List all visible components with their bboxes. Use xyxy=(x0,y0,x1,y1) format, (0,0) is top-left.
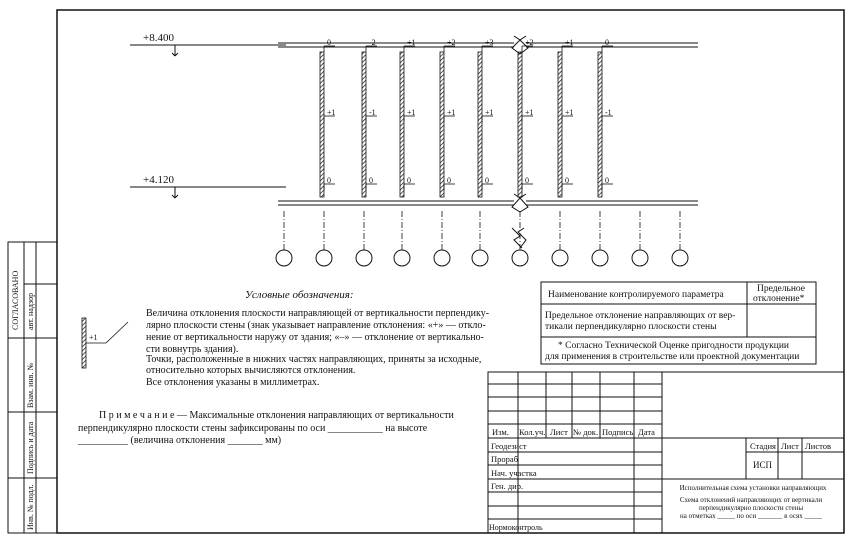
svg-text:Изм.: Изм. xyxy=(492,427,509,437)
svg-text:№ док.: № док. xyxy=(573,427,599,437)
elevation-top: +8.400 xyxy=(143,32,174,44)
rail-deviation-mid: +1 xyxy=(447,108,456,117)
rail xyxy=(320,38,336,197)
rail-deviation-top: 0 xyxy=(605,38,609,47)
rail-deviation-bottom: 0 xyxy=(327,176,331,185)
side-tech-inspect: авт. надзор xyxy=(26,292,35,330)
rail-deviation-bottom: 0 xyxy=(447,176,451,185)
svg-text:Подпись: Подпись xyxy=(602,427,634,437)
doc-title: Исполнительная схема установки направляющих xyxy=(679,484,827,492)
rail xyxy=(400,38,416,197)
rail xyxy=(440,38,456,197)
param-header-name: Наименование контролируемого параметра xyxy=(548,290,724,300)
svg-text:лярно плоскости стены (знак ук: лярно плоскости стены (знак указывает направление отклонения: «+» — откло- xyxy=(146,320,486,331)
rail xyxy=(518,38,534,197)
rail-deviation-bottom: 0 xyxy=(369,176,373,185)
svg-text:Ген. дир.: Ген. дир. xyxy=(491,481,524,491)
sheet-title-2: перпендикулярно плоскости стены xyxy=(698,504,804,512)
side-agreed: СОГЛАСОВАНО xyxy=(11,270,20,330)
svg-text:нение от вертикальности наружу: нение от вертикальности наружу от здания; «–» — отклонение от вертикально- xyxy=(146,332,484,343)
rail-deviation-bottom: 0 xyxy=(565,176,569,185)
rail xyxy=(362,38,377,197)
axis-marker xyxy=(512,211,528,266)
param-header-limit-1: Предельное xyxy=(757,284,805,294)
axis-marker xyxy=(434,211,450,266)
stage-label: Стадия xyxy=(750,441,776,451)
axis-marker xyxy=(316,211,332,266)
rail-deviation-mid: +1 xyxy=(327,108,336,117)
axis-markers xyxy=(276,211,688,266)
svg-text:Дата: Дата xyxy=(638,427,655,437)
rail-deviation-bottom: 0 xyxy=(605,176,609,185)
rail-deviation-mid: -1 xyxy=(369,108,376,117)
axis-marker xyxy=(356,211,372,266)
elevation-marks xyxy=(130,32,286,198)
rail-deviation-mid: +1 xyxy=(485,108,494,117)
svg-text:перпендикулярно плоскости стен: перпендикулярно плоскости стены зафиксированы по оси ___________ на высоте xyxy=(78,423,428,434)
axis-marker xyxy=(632,211,648,266)
side-inv-orig: Инв. № подл. xyxy=(26,484,35,530)
rail-deviation-top: -2 xyxy=(369,38,376,47)
param-row-2: тикали перпендикулярно плоскости стены xyxy=(545,322,717,332)
rail xyxy=(478,38,494,197)
rail xyxy=(558,38,574,197)
axis-marker xyxy=(592,211,608,266)
rail-deviation-top: 0 xyxy=(327,38,331,47)
rail-deviation-mid: -1 xyxy=(605,108,612,117)
sheets-label: Листов xyxy=(805,441,831,451)
svg-text:Нач. участка: Нач. участка xyxy=(491,468,537,478)
title-block-cols xyxy=(492,427,655,437)
rail-deviation-top: +2 xyxy=(447,38,456,47)
svg-text:относительно которых вычисляют: относительно которых вычисляются отклонения. xyxy=(146,365,356,376)
svg-text:П р и м е ч а н и е — Максимал: П р и м е ч а н и е — Максимальные отклонения направляющих от вертикальности xyxy=(99,410,454,421)
rail-deviation-top: +1 xyxy=(407,38,416,47)
title-block-roles xyxy=(489,441,543,532)
note-text xyxy=(77,410,454,446)
rail-deviation-bottom: 0 xyxy=(485,176,489,185)
axis-marker xyxy=(552,211,568,266)
svg-text:Нормоконтроль: Нормоконтроль xyxy=(489,523,543,532)
rail-deviation-mid: +1 xyxy=(407,108,416,117)
rails-group xyxy=(320,38,613,197)
svg-text:Геодезист: Геодезист xyxy=(491,441,527,451)
sheet-frame xyxy=(57,10,844,533)
sheet-label: Лист xyxy=(781,441,799,451)
rail-deviation-top: +1 xyxy=(565,38,574,47)
legend-title: Условные обозначения: xyxy=(245,289,354,301)
side-sign-date: Подпись и дата xyxy=(26,421,35,474)
param-row-1: Предельное отклонение направляющих от вер- xyxy=(545,311,736,321)
svg-text:__________ (величина отклонени: __________ (величина отклонения _______ мм) xyxy=(78,435,282,446)
stage-value: ИСП xyxy=(753,460,773,470)
structure-lines xyxy=(278,36,698,248)
rail xyxy=(598,38,613,197)
axis-marker xyxy=(394,211,410,266)
svg-text:Лист: Лист xyxy=(550,427,568,437)
svg-text:Прораб: Прораб xyxy=(491,454,518,464)
rail-deviation-top: +3 xyxy=(485,38,494,47)
rail-deviation-bottom: 0 xyxy=(525,176,529,185)
svg-text:Величина отклонения плоскости: Величина отклонения плоскости направляющей от вертикальности перпендику- xyxy=(146,308,490,319)
rail-deviation-mid: +1 xyxy=(525,108,534,117)
svg-text:Кол.уч.: Кол.уч. xyxy=(519,427,546,437)
axis-marker xyxy=(672,211,688,266)
rail-deviation-mid: +1 xyxy=(565,108,574,117)
side-inv-replace: Взам. инв. № xyxy=(26,362,35,408)
sheet-title-1: Схема отклонений направляющих от вертикали xyxy=(679,496,823,504)
elevation-bottom: +4.120 xyxy=(143,174,174,186)
rail-deviation-top: +2 xyxy=(525,38,534,47)
param-footnote-2: для применения в строительстве или проектной документации xyxy=(545,352,800,362)
legend-symbol xyxy=(82,318,128,368)
rail-deviation-bottom: 0 xyxy=(407,176,411,185)
param-header-limit-2: отклонение* xyxy=(753,294,805,304)
legend-text xyxy=(146,308,489,388)
svg-text:Все отклонения указаны в милли: Все отклонения указаны в миллиметрах. xyxy=(146,377,320,388)
legend-symbol-label: +1 xyxy=(89,333,98,342)
axis-marker xyxy=(472,211,488,266)
sheet-title-3: на отметках _____ по оси _______ в осях _____ xyxy=(680,512,822,520)
param-footnote-1: * Согласно Технической Оценке пригодности продукции xyxy=(558,341,790,351)
svg-text:сти вовнутрь здания).: сти вовнутрь здания). xyxy=(146,344,239,355)
svg-text:Точки, расположенные в нижних: Точки, расположенные в нижних частях направляющих, приняты за исходные, xyxy=(146,354,482,365)
axis-marker xyxy=(276,211,292,266)
